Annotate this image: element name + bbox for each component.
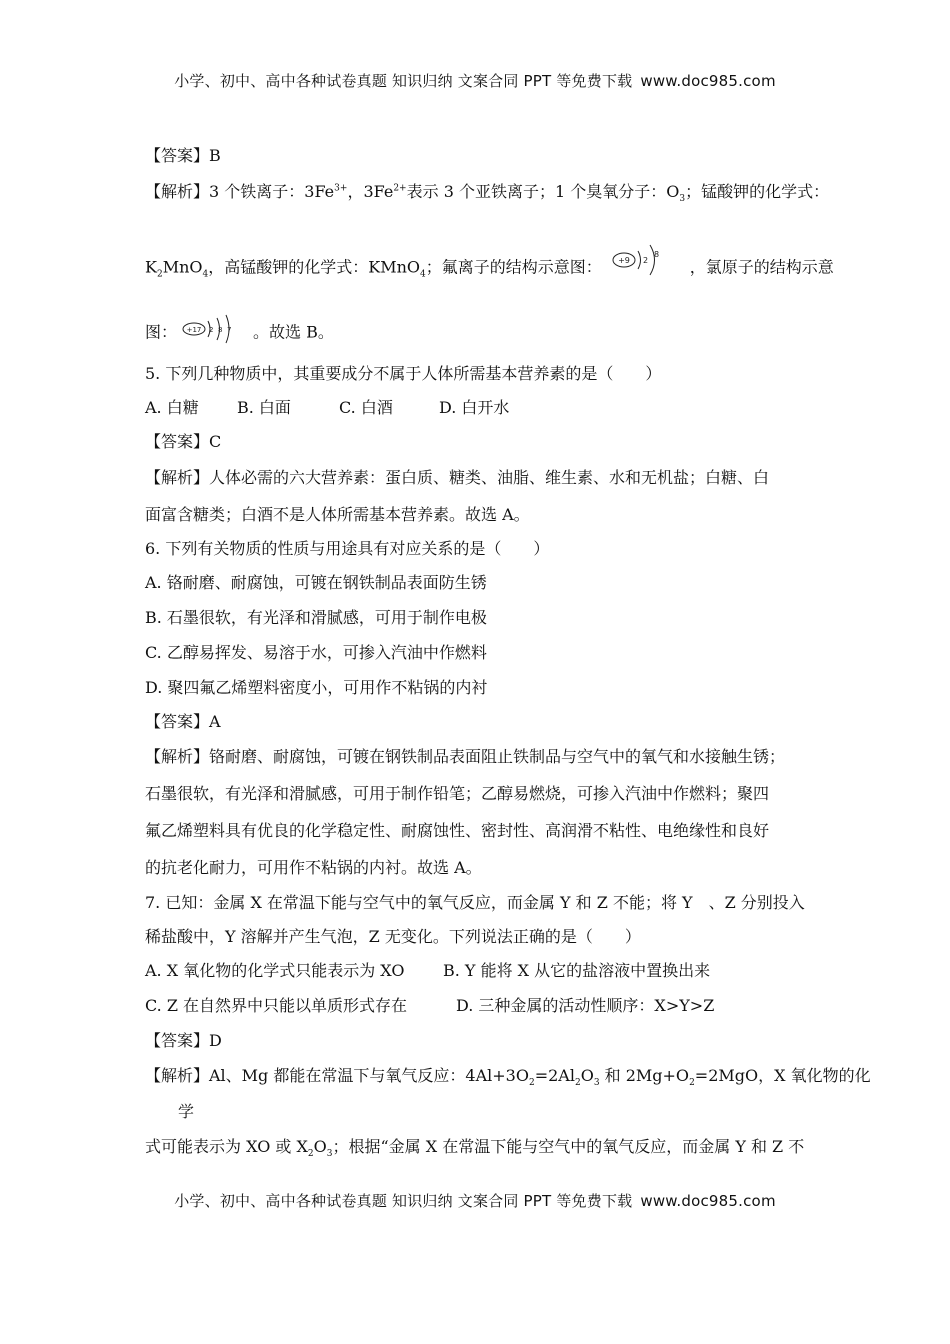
- chlorine-shell-2-label: 8: [218, 326, 223, 334]
- q6-analysis-line-4: 的抗老化耐力，可用作不粘锅的内衬。故选 A。: [145, 858, 482, 877]
- q7-option-a: A. X 氧化物的化学式只能表示为 XO: [145, 961, 405, 980]
- q4-analysis-line-2: $K_2MnO_4$，高锰酸钾的化学式：KMnO$_4$；氟离子的结构示意图： +9 2 8 ，氯原子的结构示意: [145, 248, 834, 288]
- fluoride-shell-2-label: 8: [653, 250, 659, 259]
- fluoride-ion-diagram: [610, 240, 682, 280]
- q7-option-b: B. Y 能将 X 从它的盐溶液中置换出来: [443, 961, 711, 980]
- q6-option-d: D. 聚四氟乙烯塑料密度小，可用作不粘锅的内衬: [145, 678, 488, 697]
- chlorine-nucleus-label: +17: [186, 326, 202, 334]
- q6-analysis-line-2: 石墨很软，有光泽和滑腻感，可用于制作铅笔；乙醇易燃烧，可掺入汽油中作燃料；聚四: [145, 784, 770, 803]
- q5-option-a: A. 白糖: [145, 398, 199, 417]
- q7-options-row-1: [145, 961, 710, 981]
- q5-question: 5. 下列几种物质中，其重要成分不属于人体所需基本营养素的是（ ）: [145, 364, 662, 383]
- fluoride-nucleus-label: +9: [617, 256, 630, 265]
- q7-question-line-1: 7. 已知：金属 X 在常温下能与空气中的氧气反应，而金属 Y 和 Z 不能；将 Y 、Z 分别投入: [145, 893, 805, 912]
- q5-option-c: C. 白酒: [339, 398, 393, 417]
- q7-question-line-2: 稀盐酸中，Y 溶解并产生气泡，Z 无变化。下列说法正确的是（ ）: [145, 927, 641, 946]
- q5-option-b: B. 白面: [237, 398, 291, 417]
- q5-option-d: D. 白开水: [439, 398, 510, 417]
- q6-option-a: A. 铬耐磨、耐腐蚀，可镀在钢铁制品表面防生锈: [145, 573, 487, 592]
- q6-answer: 【答案】A: [145, 712, 221, 731]
- q6-question: 6. 下列有关物质的性质与用途具有对应关系的是（ ）: [145, 539, 550, 558]
- q5-answer: 【答案】C: [145, 432, 222, 451]
- chlorine-shell-1-label: 2: [209, 326, 214, 334]
- chlorine-shell-3-label: 7: [227, 326, 232, 334]
- fluoride-shell-1-label: 2: [642, 256, 648, 265]
- footer-text: 小学、初中、高中各种试卷真题 知识归纳 文案合同 PPT 等免费下载: [174, 1192, 633, 1210]
- q5-analysis-line-1: 【解析】人体必需的六大营养素：蛋白质、糖类、油脂、维生素、水和无机盐；白糖、白: [145, 468, 770, 487]
- q7-analysis-line-3: 式可能表示为 XO 或 $X_2O_3$；根据“金属 X 在常温下能与空气中的氧气反应，而金属 Y 和 Z 不: [145, 1137, 805, 1160]
- page-footer: [0, 1190, 950, 1211]
- q4-answer: 【答案】B: [145, 146, 221, 165]
- chlorine-atom-diagram: [181, 312, 247, 346]
- header-text: 小学、初中、高中各种试卷真题 知识归纳 文案合同 PPT 等免费下载: [174, 72, 633, 90]
- q5-options: [145, 398, 509, 418]
- page-header: [0, 70, 950, 91]
- q7-analysis-line-1: 【解析】Al、Mg 都能在常温下与氧气反应：$4Al+3O_2=2Al_2O_3$ 和 $2Mg+O_2=2MgO$，X 氧化物的化: [145, 1066, 871, 1089]
- q7-options-row-2: [145, 996, 714, 1016]
- q6-option-b: B. 石墨很软，有光泽和滑腻感，可用于制作电极: [145, 608, 487, 627]
- q7-option-c: C. Z 在自然界中只能以单质形式存在: [145, 996, 408, 1015]
- q7-analysis-line-2: 学: [178, 1102, 195, 1121]
- q6-analysis-line-1: 【解析】铬耐磨、耐腐蚀，可镀在钢铁制品表面阻止铁制品与空气中的氧气和水接触生锈；: [145, 747, 786, 766]
- q5-analysis-line-2: 面富含糖类；白酒不是人体所需基本营养素。故选 A。: [145, 505, 530, 524]
- q6-analysis-line-3: 氟乙烯塑料具有优良的化学稳定性、耐腐蚀性、密封性、高润滑不粘性、电绝缘性和良好: [145, 821, 770, 840]
- footer-site-link[interactable]: www.doc985.com: [640, 1192, 776, 1210]
- q4-analysis-line-1: 【解析】3 个铁离子：$3Fe^{3+}$，$3Fe^{2+}$表示 3 个亚铁离子；1 个臭氧分子：$O_3$；锰酸钾的化学式：: [145, 182, 830, 205]
- q7-option-d: D. 三种金属的活动性顺序：X>Y>Z: [456, 996, 715, 1015]
- q4-analysis-line-3: 图： +17 2 8 7 。故选 B。: [145, 316, 334, 350]
- q7-answer: 【答案】D: [145, 1031, 222, 1050]
- header-site-link[interactable]: www.doc985.com: [640, 72, 776, 90]
- q6-option-c: C. 乙醇易挥发、易溶于水，可掺入汽油中作燃料: [145, 643, 487, 662]
